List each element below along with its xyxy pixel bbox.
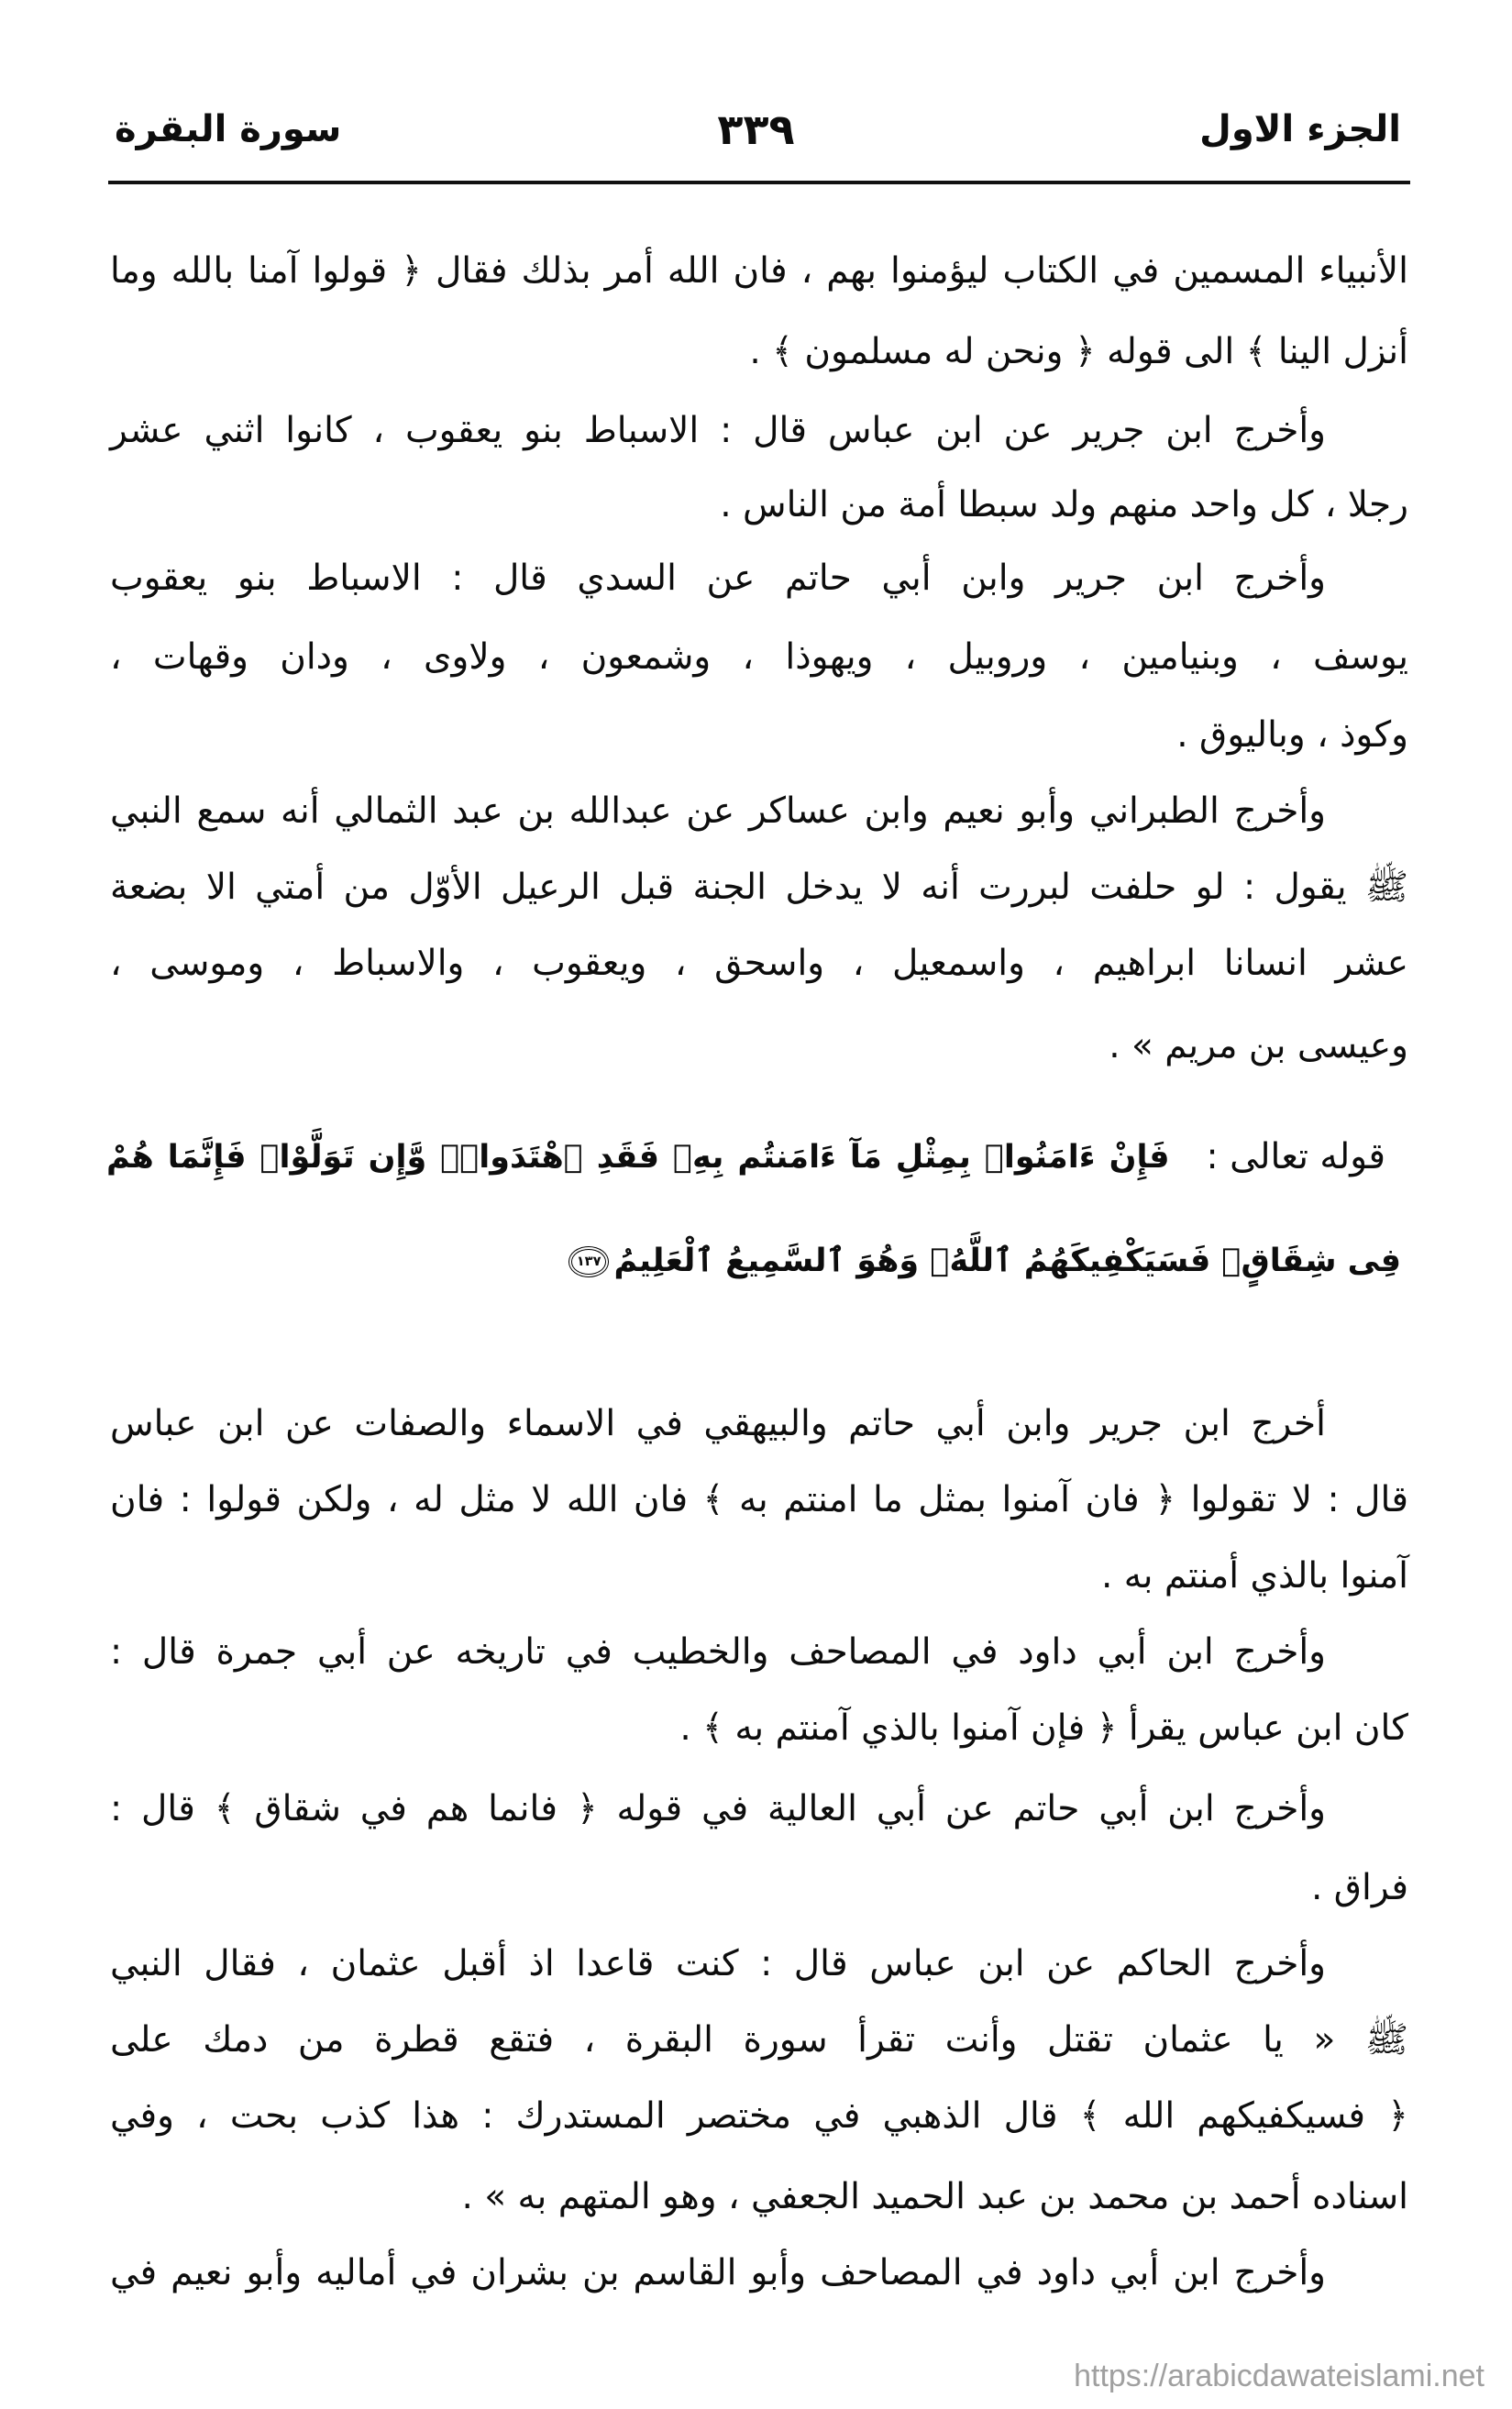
body-text-line: آمنوا بالذي أمنتم به . xyxy=(1100,1555,1408,1597)
body-text-line: وأخرج ابن أبي داود في المصاحف وأبو القاسم بن بشران في أماليه وأبو نعيم في xyxy=(110,2252,1326,2293)
quran-verse-text: فِى شِقَاقٍۖ فَسَيَكْفِيكَهُمُ ٱللَّهُۚ وَهُوَ ٱلسَّمِيعُ ٱلْعَلِيمُ xyxy=(613,1243,1401,1279)
body-text-line: رجلا ، كل واحد منهم ولد سبطا أمة من الناس . xyxy=(720,484,1408,525)
body-text-line: وأخرج ابن أبي حاتم عن أبي العالية في قوله ﴿ فانما هم في شقاق ﴾ قال : xyxy=(110,1788,1326,1829)
body-text-line: وأخرج ابن جرير وابن أبي حاتم عن السدي قال : الاسباط بنو يعقوب xyxy=(110,558,1326,599)
body-text-line: الأنبياء المسمين في الكتاب ليؤمنوا بهم ، فان الله أمر بذلك فقال ﴿ قولوا آمنا بالله وما xyxy=(110,250,1408,292)
body-text-line: ﷺ « يا عثمان تقتل وأنت تقرأ سورة البقرة ، فتقع قطرة من دمك على xyxy=(110,2019,1408,2061)
quran-verse-line: فَإِنْ ءَامَنُوا۟ بِمِثْلِ مَآ ءَامَنتُم بِهِۦ فَقَدِ ٱهْتَدَوا۟ۖ وَّإِن تَوَلَّوْا۟ فَإِنَّمَا هُمْ xyxy=(106,1139,1170,1176)
body-text-line: عشر انسانا ابراهيم ، واسمعيل ، واسحق ، ويعقوب ، والاسباط ، وموسى ، xyxy=(110,943,1408,984)
body-text-line: فراق . xyxy=(1310,1867,1408,1908)
body-text-line: ﷺ يقول : لو حلفت لبررت أنه لا يدخل الجنة قبل الرعيل الأوّل من أمتي الا بضعة xyxy=(110,867,1408,908)
body-text-line: قال : لا تقولوا ﴿ فان آمنوا بمثل ما امنتم به ﴾ فان الله لا مثل له ، ولكن قولوا : فان xyxy=(110,1479,1408,1520)
body-text-line: أنزل الينا ﴾ الى قوله ﴿ ونحن له مسلمون ﴾ . xyxy=(749,331,1408,372)
body-text-line: وأخرج ابن أبي داود في المصاحف والخطيب في تاريخه عن أبي جمرة قال : xyxy=(110,1631,1326,1673)
verse-intro-label: قوله تعالى : xyxy=(1206,1136,1385,1177)
quran-verse-line xyxy=(110,1206,1401,1316)
ayah-number-marker: ١٣٧ xyxy=(568,1246,609,1277)
body-text-line: وأخرج الطبراني وأبو نعيم وابن عساكر عن عبدالله بن عبد الثمالي أنه سمع النبي xyxy=(110,790,1326,832)
watermark-url: https://arabicdawateislami.net xyxy=(1074,2359,1484,2393)
running-header-juz: الجزء الاول xyxy=(1199,108,1401,150)
body-text-line: كان ابن عباس يقرأ ﴿ فإن آمنوا بالذي آمنتم به ﴾ . xyxy=(679,1707,1408,1749)
body-text-line: وأخرج ابن جرير عن ابن عباس قال : الاسباط بنو يعقوب ، كانوا اثني عشر xyxy=(110,410,1326,451)
header-divider-rule xyxy=(108,181,1410,184)
body-text-line: وعيسى بن مريم » . xyxy=(1109,1025,1408,1066)
body-text-line: ﴿ فسيكفيكهم الله ﴾ قال الذهبي في مختصر المستدرك : هذا كذب بحت ، وفي xyxy=(110,2095,1408,2137)
body-text-line: أخرج ابن جرير وابن أبي حاتم والبيهقي في الاسماء والصفات عن ابن عباس xyxy=(110,1403,1326,1444)
page-number: ٣٣٩ xyxy=(717,105,795,154)
body-text-line: يوسف ، وبنيامين ، وروبيل ، ويهوذا ، وشمعون ، ولاوى ، ودان وقهات ، xyxy=(110,636,1408,678)
running-header-surah: سورة البقرة xyxy=(115,108,342,150)
body-text-line: وأخرج الحاكم عن ابن عباس قال : كنت قاعدا اذ أقبل عثمان ، فقال النبي xyxy=(110,1943,1326,1984)
body-text-line: اسناده أحمد بن محمد بن عبد الحميد الجعفي ، وهو المتهم به » . xyxy=(461,2176,1408,2217)
body-text-line: وكوذ ، وباليوق . xyxy=(1176,714,1408,756)
